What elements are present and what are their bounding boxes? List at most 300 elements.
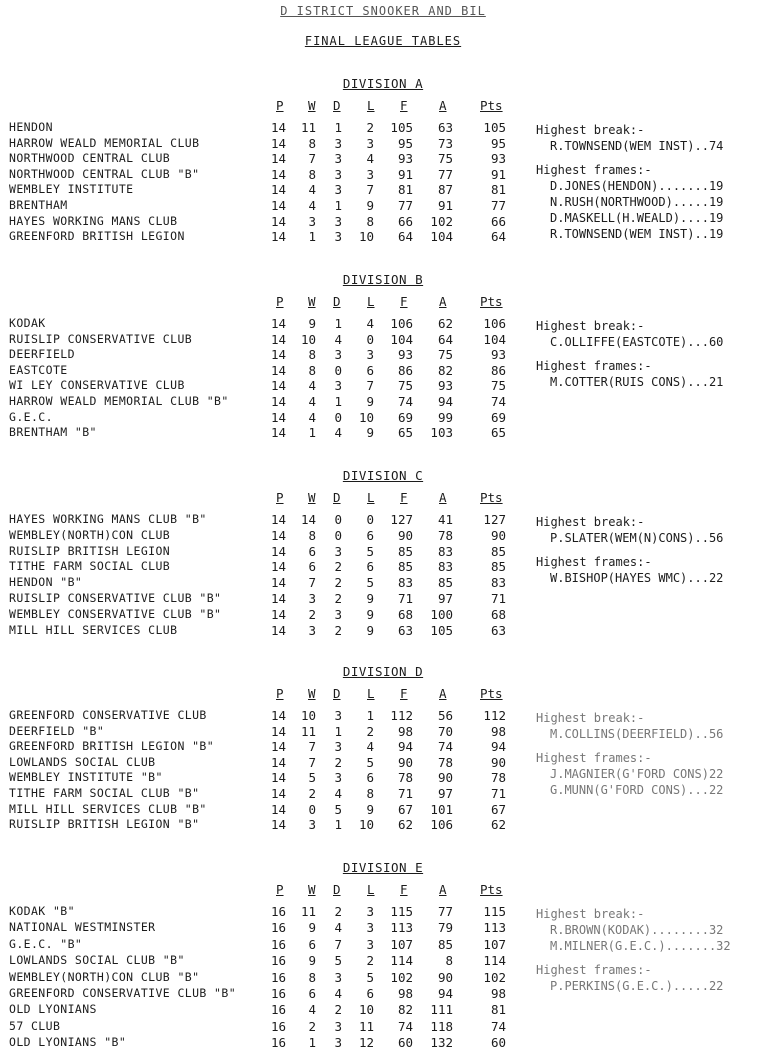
- column-header-pts: Pts: [480, 98, 503, 113]
- stat-w: 7: [308, 151, 316, 167]
- stat-l: 2: [366, 953, 374, 969]
- stat-l: 6: [366, 770, 374, 786]
- stat-p: 14: [270, 770, 286, 786]
- division-title: DIVISION C: [342, 468, 424, 483]
- highest-scores-notes: [536, 906, 761, 994]
- stat-l: 9: [366, 394, 374, 409]
- team-name: RUISLIP BRITISH LEGION: [9, 543, 171, 558]
- team-name: MILL HILL SERVICES CLUB "B": [9, 801, 207, 816]
- stat-a: 78: [437, 754, 453, 770]
- stat-l: 10: [358, 229, 374, 245]
- highest-frames-entry: R.TOWNSEND(WEM INST)..19: [550, 227, 724, 241]
- stat-a: 93: [437, 378, 453, 394]
- stat-l: 6: [366, 986, 374, 1001]
- stat-l: 5: [366, 754, 374, 770]
- stat-d: 3: [334, 347, 342, 363]
- division-section: [0, 664, 766, 854]
- highest-break-entry: M.COLLINS(DEERFIELD)..56: [550, 727, 724, 741]
- highest-scores-notes: [536, 710, 761, 798]
- stat-a: 85: [437, 936, 453, 952]
- column-header-a: A: [439, 294, 447, 309]
- stat-d: 3: [334, 229, 342, 245]
- column-header-f: F: [400, 294, 408, 309]
- stat-l: 3: [366, 904, 374, 919]
- stat-w: 14: [300, 512, 316, 527]
- division-title: DIVISION A: [342, 76, 424, 91]
- stat-l: 8: [366, 213, 374, 229]
- highest-break-entry: P.SLATER(WEM(N)CONS)..56: [550, 531, 724, 545]
- stat-p: 14: [270, 591, 286, 606]
- team-name: TITHE FARM SOCIAL CLUB: [9, 559, 171, 574]
- stat-a: 105: [430, 622, 453, 638]
- highest-frames-entry: W.BISHOP(HAYES WMC)...22: [550, 571, 724, 585]
- table-row: [0, 378, 530, 394]
- stat-a: 102: [430, 213, 453, 229]
- stat-l: 9: [366, 622, 374, 638]
- stat-l: 4: [366, 151, 374, 167]
- stat-l: 5: [366, 543, 374, 559]
- stat-d: 3: [334, 151, 342, 167]
- stat-f: 93: [397, 151, 413, 167]
- column-header-d: D: [333, 294, 341, 309]
- highest-break-label: Highest break:-: [536, 515, 645, 529]
- stat-d: 3: [334, 969, 342, 985]
- column-header-pts: Pts: [480, 490, 503, 505]
- stat-d: 3: [334, 1018, 342, 1034]
- stat-p: 16: [270, 936, 286, 952]
- table-row: [0, 575, 530, 591]
- stat-d: 3: [334, 708, 342, 723]
- stat-d: 2: [334, 1002, 342, 1018]
- stat-p: 14: [270, 606, 286, 622]
- stat-d: 1: [334, 120, 342, 135]
- stat-a: 104: [430, 229, 453, 245]
- stat-pts: 94: [490, 739, 506, 755]
- stat-a: 75: [437, 151, 453, 167]
- stat-f: 85: [397, 543, 413, 559]
- stat-w: 3: [308, 591, 316, 606]
- table-row: [0, 986, 530, 1002]
- stat-f: 63: [397, 622, 413, 638]
- stat-f: 105: [390, 120, 413, 135]
- stat-a: 82: [437, 362, 453, 378]
- column-header-d: D: [333, 98, 341, 113]
- stat-w: 7: [308, 754, 316, 770]
- column-header-p: P: [276, 490, 284, 505]
- stat-a: 87: [437, 182, 453, 198]
- stat-a: 118: [430, 1018, 453, 1034]
- stat-f: 75: [397, 378, 413, 394]
- document-subtitle: FINAL LEAGUE TABLES: [304, 34, 462, 48]
- stat-p: 16: [270, 953, 286, 969]
- stat-d: 1: [334, 394, 342, 409]
- stat-d: 1: [334, 723, 342, 739]
- stat-f: 127: [390, 512, 413, 527]
- team-name: WEMBLEY(NORTH)CON CLUB: [9, 527, 171, 542]
- team-name: WEMBLEY(NORTH)CON CLUB "B": [9, 969, 200, 984]
- team-name: HARROW WEALD MEMORIAL CLUB: [9, 135, 200, 150]
- table-row: [0, 755, 530, 771]
- division-title: DIVISION E: [342, 860, 424, 875]
- team-name: NATIONAL WESTMINSTER: [9, 920, 156, 935]
- column-header-pts: Pts: [480, 882, 503, 897]
- stat-pts: 81: [490, 1002, 506, 1018]
- highest-frames-entry: J.MAGNIER(G'FORD CONS)22: [550, 767, 724, 781]
- division-section: [0, 76, 766, 266]
- stat-d: 3: [334, 182, 342, 198]
- stat-pts: 93: [490, 347, 506, 363]
- highest-frames-label: Highest frames:-: [536, 751, 652, 765]
- stat-w: 10: [300, 331, 316, 347]
- stat-w: 10: [300, 708, 316, 723]
- team-name: WI LEY CONSERVATIVE CLUB: [9, 378, 185, 393]
- stat-f: 98: [397, 986, 413, 1001]
- stat-d: 2: [334, 591, 342, 606]
- stat-l: 6: [366, 362, 374, 378]
- column-header-l: L: [367, 882, 375, 897]
- stat-d: 3: [334, 770, 342, 786]
- stat-p: 14: [270, 135, 286, 151]
- stat-w: 4: [308, 182, 316, 198]
- stat-f: 81: [397, 182, 413, 198]
- stat-w: 4: [308, 409, 316, 425]
- stat-a: 64: [437, 331, 453, 347]
- table-row: [0, 167, 530, 183]
- highest-break-entry: M.MILNER(G.E.C.).......32: [550, 939, 731, 953]
- stat-p: 14: [270, 166, 286, 182]
- stat-w: 6: [308, 986, 316, 1001]
- stat-p: 16: [270, 1018, 286, 1034]
- table-row: [0, 394, 530, 410]
- stat-w: 7: [308, 739, 316, 755]
- column-header-w: W: [308, 294, 316, 309]
- stat-pts: 113: [483, 920, 506, 936]
- stat-a: 70: [437, 723, 453, 739]
- stat-w: 3: [308, 817, 316, 833]
- table-row: [0, 1035, 530, 1051]
- table-row: [0, 198, 530, 214]
- stat-pts: 102: [483, 969, 506, 985]
- table-row: [0, 120, 530, 136]
- stat-d: 3: [334, 739, 342, 755]
- stat-p: 16: [270, 920, 286, 936]
- stat-l: 7: [366, 378, 374, 394]
- stat-a: 75: [437, 347, 453, 363]
- stat-pts: 66: [490, 213, 506, 229]
- stat-d: 0: [334, 527, 342, 543]
- highest-frames-entry: D.MASKELL(H.WEALD)....19: [550, 211, 724, 225]
- stat-l: 3: [366, 135, 374, 151]
- stat-w: 4: [308, 394, 316, 409]
- table-row: [0, 937, 530, 953]
- stat-l: 9: [366, 591, 374, 606]
- stat-w: 11: [300, 904, 316, 919]
- team-name: GREENFORD CONSERVATIVE CLUB: [9, 708, 207, 722]
- table-row: [0, 544, 530, 560]
- stat-l: 10: [358, 817, 374, 833]
- stat-l: 0: [366, 331, 374, 347]
- stat-a: 90: [437, 770, 453, 786]
- stat-d: 3: [334, 135, 342, 151]
- column-header-p: P: [276, 882, 284, 897]
- highest-frames-entry: P.PERKINS(G.E.C.).....22: [550, 979, 724, 993]
- column-header-w: W: [308, 98, 316, 113]
- stat-l: 9: [366, 425, 374, 441]
- highest-frames-entry: G.MUNN(G'FORD CONS)...22: [550, 783, 724, 797]
- stat-pts: 127: [483, 512, 506, 527]
- stat-p: 14: [270, 543, 286, 559]
- stat-p: 16: [270, 1035, 286, 1051]
- stat-d: 2: [334, 754, 342, 770]
- stat-pts: 75: [490, 378, 506, 394]
- stat-p: 16: [270, 969, 286, 985]
- stat-l: 8: [366, 786, 374, 801]
- stat-w: 6: [308, 543, 316, 559]
- stat-f: 86: [397, 362, 413, 378]
- column-header-f: F: [400, 490, 408, 505]
- team-name: GREENFORD BRITISH LEGION: [9, 229, 185, 244]
- stat-pts: 77: [490, 198, 506, 213]
- stat-w: 7: [308, 575, 316, 591]
- column-header-l: L: [367, 686, 375, 701]
- table-row: [0, 214, 530, 230]
- stat-d: 3: [334, 606, 342, 622]
- stat-pts: 90: [490, 527, 506, 543]
- highest-break-entry: R.TOWNSEND(WEM INST)..74: [550, 139, 724, 153]
- stat-p: 14: [270, 425, 286, 441]
- stat-w: 6: [308, 936, 316, 952]
- stat-p: 14: [270, 182, 286, 198]
- stat-pts: 63: [490, 622, 506, 638]
- stat-l: 9: [366, 801, 374, 817]
- stat-f: 91: [397, 166, 413, 182]
- column-header-w: W: [308, 686, 316, 701]
- table-row: [0, 770, 530, 786]
- stat-f: 67: [397, 801, 413, 817]
- stat-f: 68: [397, 606, 413, 622]
- column-header-d: D: [333, 882, 341, 897]
- stat-pts: 62: [490, 817, 506, 833]
- stat-w: 9: [308, 920, 316, 936]
- notes-spacer: [536, 742, 761, 750]
- stat-f: 65: [397, 425, 413, 441]
- stat-f: 83: [397, 575, 413, 591]
- stat-pts: 64: [490, 229, 506, 245]
- stat-f: 114: [390, 953, 413, 969]
- stat-w: 8: [308, 362, 316, 378]
- stat-p: 14: [270, 362, 286, 378]
- team-name: WEMBLEY CONSERVATIVE CLUB "B": [9, 606, 222, 621]
- table-row: [0, 920, 530, 936]
- division-title: DIVISION B: [342, 272, 424, 287]
- team-name: GREENFORD CONSERVATIVE CLUB "B": [9, 986, 237, 1000]
- stat-a: 63: [437, 120, 453, 135]
- stat-l: 2: [366, 723, 374, 739]
- team-name: RUISLIP BRITISH LEGION "B": [9, 817, 200, 832]
- stat-p: 14: [270, 120, 286, 135]
- team-name: BRENTHAM "B": [9, 425, 97, 440]
- column-header-p: P: [276, 294, 284, 309]
- stat-f: 112: [390, 708, 413, 723]
- stat-l: 9: [366, 198, 374, 213]
- stat-p: 14: [270, 316, 286, 331]
- table-row: [0, 607, 530, 623]
- column-header-p: P: [276, 686, 284, 701]
- stat-pts: 71: [490, 591, 506, 606]
- table-row: [0, 953, 530, 969]
- table-row: [0, 904, 530, 920]
- highest-break-label: Highest break:-: [536, 907, 645, 921]
- stat-pts: 98: [490, 986, 506, 1001]
- team-name: 57 CLUB: [9, 1018, 61, 1033]
- highest-scores-notes: [536, 122, 761, 242]
- stat-f: 60: [397, 1035, 413, 1051]
- stat-d: 4: [334, 425, 342, 441]
- stat-f: 102: [390, 969, 413, 985]
- team-name: HENDON: [9, 120, 53, 134]
- stat-f: 113: [390, 920, 413, 936]
- stat-d: 1: [334, 316, 342, 331]
- stat-f: 106: [390, 316, 413, 331]
- stat-f: 90: [397, 754, 413, 770]
- stat-a: 79: [437, 920, 453, 936]
- stat-f: 71: [397, 786, 413, 801]
- team-name: HENDON "B": [9, 575, 83, 590]
- stat-d: 3: [334, 213, 342, 229]
- table-row: [0, 591, 530, 607]
- stat-p: 14: [270, 622, 286, 638]
- stat-w: 4: [308, 198, 316, 213]
- column-header-f: F: [400, 686, 408, 701]
- stat-pts: 71: [490, 786, 506, 801]
- highest-break-label: Highest break:-: [536, 711, 645, 725]
- stat-d: 2: [334, 559, 342, 575]
- highest-break-label: Highest break:-: [536, 123, 645, 137]
- team-name: LOWLANDS SOCIAL CLUB "B": [9, 953, 185, 968]
- stat-a: 8: [445, 953, 453, 969]
- stat-pts: 112: [483, 708, 506, 723]
- stat-w: 8: [308, 969, 316, 985]
- stat-a: 62: [437, 316, 453, 331]
- table-row: [0, 623, 530, 639]
- notes-spacer: [536, 954, 761, 962]
- stat-p: 16: [270, 904, 286, 919]
- stat-f: 69: [397, 409, 413, 425]
- stat-d: 5: [334, 953, 342, 969]
- stat-f: 94: [397, 739, 413, 755]
- stat-p: 14: [270, 378, 286, 394]
- stat-a: 94: [437, 394, 453, 409]
- stat-pts: 83: [490, 575, 506, 591]
- table-row: [0, 512, 530, 528]
- stat-pts: 65: [490, 425, 506, 441]
- team-name: TITHE FARM SOCIAL CLUB "B": [9, 786, 200, 800]
- stat-l: 3: [366, 347, 374, 363]
- stat-pts: 85: [490, 543, 506, 559]
- stat-a: 111: [430, 1002, 453, 1018]
- stat-w: 9: [308, 316, 316, 331]
- stat-pts: 60: [490, 1035, 506, 1051]
- stat-a: 91: [437, 198, 453, 213]
- stat-w: 1: [308, 425, 316, 441]
- stat-a: 97: [437, 591, 453, 606]
- stat-d: 3: [334, 1035, 342, 1051]
- team-name: BRENTHAM: [9, 198, 68, 212]
- stat-f: 78: [397, 770, 413, 786]
- table-row: [0, 559, 530, 575]
- stat-p: 14: [270, 801, 286, 817]
- highest-scores-notes: [536, 318, 761, 390]
- stat-d: 0: [334, 409, 342, 425]
- stat-d: 3: [334, 378, 342, 394]
- stat-w: 2: [308, 606, 316, 622]
- stat-p: 14: [270, 229, 286, 245]
- stat-pts: 90: [490, 754, 506, 770]
- stat-f: 66: [397, 213, 413, 229]
- table-row: [0, 708, 530, 724]
- stat-l: 3: [366, 920, 374, 936]
- stat-pts: 69: [490, 409, 506, 425]
- stat-p: 14: [270, 575, 286, 591]
- column-header-d: D: [333, 490, 341, 505]
- stat-f: 90: [397, 527, 413, 543]
- team-name: LOWLANDS SOCIAL CLUB: [9, 754, 156, 769]
- team-name: OLD LYONIANS: [9, 1002, 97, 1017]
- table-row: [0, 151, 530, 167]
- table-row: [0, 802, 530, 818]
- stat-f: 62: [397, 817, 413, 833]
- team-name: WEMBLEY INSTITUTE: [9, 182, 134, 197]
- stat-w: 0: [308, 801, 316, 817]
- highest-break-entry: C.OLLIFFE(EASTCOTE)...60: [550, 335, 724, 349]
- column-header-pts: Pts: [480, 686, 503, 701]
- table-row: [0, 410, 530, 426]
- stat-f: 85: [397, 559, 413, 575]
- stat-pts: 86: [490, 362, 506, 378]
- table-row: [0, 363, 530, 379]
- stat-a: 73: [437, 135, 453, 151]
- table-row: [0, 332, 530, 348]
- stat-d: 3: [334, 543, 342, 559]
- stat-pts: 68: [490, 606, 506, 622]
- stat-p: 14: [270, 198, 286, 213]
- stat-a: 56: [437, 708, 453, 723]
- stat-a: 85: [437, 575, 453, 591]
- stat-p: 14: [270, 331, 286, 347]
- stat-d: 1: [334, 817, 342, 833]
- column-header-f: F: [400, 882, 408, 897]
- stat-d: 2: [334, 904, 342, 919]
- stat-p: 14: [270, 347, 286, 363]
- column-header-a: A: [439, 490, 447, 505]
- stat-w: 5: [308, 770, 316, 786]
- team-name: HARROW WEALD MEMORIAL CLUB "B": [9, 394, 229, 408]
- stat-pts: 98: [490, 723, 506, 739]
- table-row: [0, 136, 530, 152]
- stat-a: 99: [437, 409, 453, 425]
- highest-break-label: Highest break:-: [536, 319, 645, 333]
- stat-p: 14: [270, 409, 286, 425]
- column-header-l: L: [367, 490, 375, 505]
- stat-f: 77: [397, 198, 413, 213]
- stat-pts: 81: [490, 182, 506, 198]
- team-name: OLD LYONIANS "B": [9, 1035, 127, 1050]
- stat-l: 2: [366, 120, 374, 135]
- column-header-w: W: [308, 882, 316, 897]
- stat-l: 6: [366, 559, 374, 575]
- notes-spacer: [536, 350, 761, 358]
- stat-f: 82: [397, 1002, 413, 1018]
